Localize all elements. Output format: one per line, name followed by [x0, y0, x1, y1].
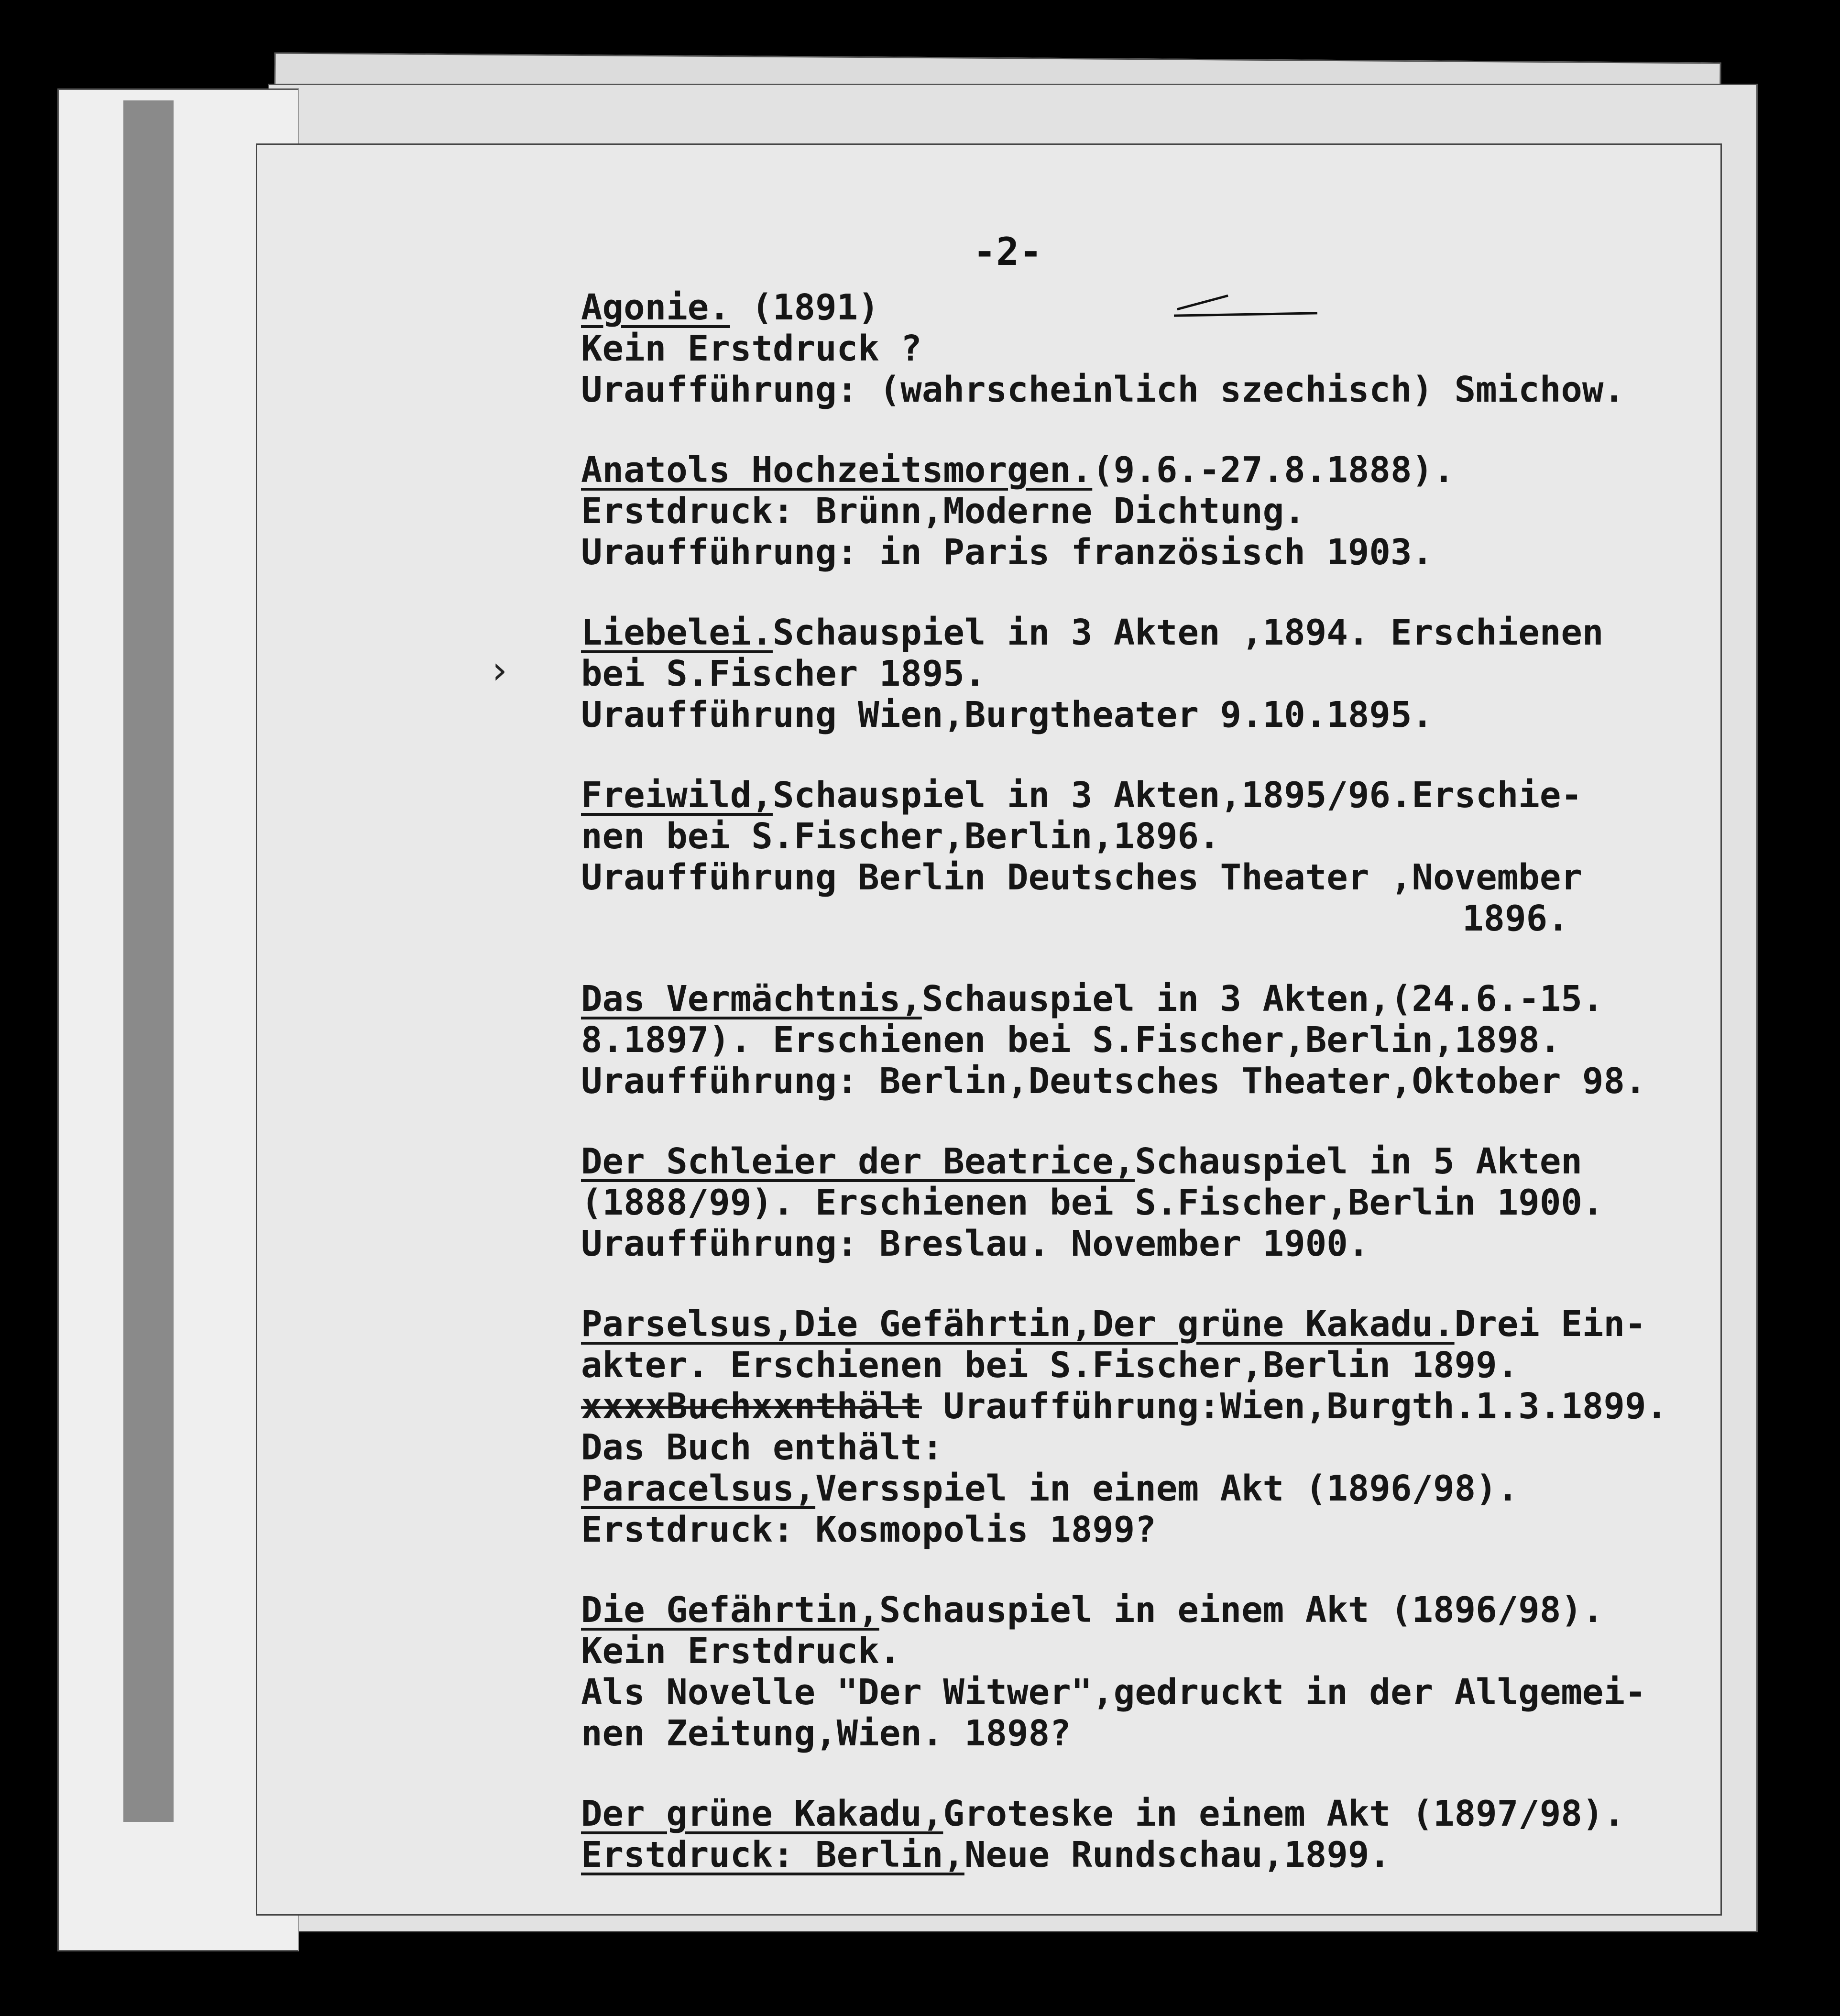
text-segment: Das Buch enthält: [581, 1427, 943, 1468]
text-segment: Schauspiel in einem Akt (1896/98). [879, 1589, 1604, 1631]
underlined-title: Anatols Hochzeitsmorgen. [581, 449, 1093, 491]
text-segment: Schauspiel in 3 Akten,1895/96.Erschie- [772, 775, 1582, 816]
text-line [581, 1834, 1738, 1875]
text-line [581, 1631, 1738, 1672]
text-segment: Uraufführung:Wien,Burgth.1.3.1899. [921, 1386, 1668, 1427]
text-segment: Uraufführung: (wahrscheinlich szechisch) Smichow. [581, 369, 1625, 410]
bibliography-entry [581, 612, 1738, 735]
underlined-title: Der grüne Kakadu, [581, 1793, 943, 1834]
text-line [581, 1345, 1738, 1386]
text-line [581, 369, 1738, 410]
text-segment: nen Zeitung,Wien. 1898? [581, 1713, 1071, 1754]
bibliography-entry [581, 1793, 1738, 1875]
underlined-title: Paracelsus, [581, 1468, 816, 1509]
text-line [581, 857, 1738, 898]
text-segment: (1891) [730, 287, 879, 328]
text-segment: Schauspiel in 3 Akten ,1894. Erschienen [772, 612, 1604, 653]
underlined-title: Freiwild, [581, 775, 773, 816]
underlined-title: Das Vermächtnis, [581, 978, 922, 1019]
text-line [581, 328, 1738, 369]
text-line [581, 1793, 1738, 1834]
text-line [581, 1182, 1738, 1223]
text-segment: Uraufführung Wien,Burgtheater 9.10.1895. [581, 694, 1434, 735]
text-segment: Neue Rundschau,1899. [964, 1834, 1391, 1875]
bibliography-entry [581, 449, 1738, 573]
text-line [581, 1672, 1738, 1713]
binder-strip [123, 100, 174, 1822]
text-line [581, 491, 1738, 532]
underlined-title: Erstdruck: Berlin, [581, 1834, 964, 1875]
struck-text: xxxxBuchxxnthält [581, 1386, 922, 1427]
text-segment: nen bei S.Fischer,Berlin,1896. [581, 816, 1220, 857]
underlined-title: Liebelei. [581, 612, 773, 653]
text-line [581, 1589, 1738, 1631]
text-line [581, 1427, 1738, 1468]
text-line [581, 1468, 1738, 1509]
page-number: -2- [973, 230, 1042, 274]
text-segment: Versspiel in einem Akt (1896/98). [815, 1468, 1519, 1509]
text-segment: Uraufführung Berlin Deutsches Theater ,November [581, 857, 1582, 898]
text-line [581, 1223, 1738, 1264]
text-segment: Schauspiel in 3 Akten,(24.6.-15. [921, 978, 1604, 1019]
text-segment: bei S.Fischer 1895. [581, 653, 986, 694]
text-segment: 1896. [1462, 898, 1569, 939]
text-line [581, 816, 1738, 857]
text-line [581, 898, 1738, 939]
text-segment: 8.1897). Erschienen bei S.Fischer,Berlin,1898. [581, 1019, 1561, 1061]
text-segment: Groteske in einem Akt (1897/98). [943, 1793, 1625, 1834]
underlined-title: Parselsus,Die Gefährtin,Der grüne Kakadu. [581, 1304, 1455, 1345]
text-segment: Kein Erstdruck ? [581, 328, 922, 369]
text-line [581, 1141, 1738, 1182]
underlined-title: Agonie. [581, 287, 730, 328]
text-line [581, 1061, 1738, 1102]
text-segment: Erstdruck: Brünn,Moderne Dichtung. [581, 491, 1305, 532]
text-line [581, 612, 1738, 653]
text-line [581, 449, 1738, 491]
bibliography-entry [581, 287, 1738, 410]
text-segment: Uraufführung: Berlin,Deutsches Theater,Oktober 98. [581, 1061, 1646, 1102]
text-segment: (9.6.-27.8.1888). [1092, 449, 1455, 491]
text-line [581, 653, 1738, 694]
text-line [581, 1304, 1738, 1345]
text-line [581, 694, 1738, 735]
bibliography-entry [581, 775, 1738, 939]
text-segment: akter. Erschienen bei S.Fischer,Berlin 1899. [581, 1345, 1519, 1386]
text-segment: (1888/99). Erschienen bei S.Fischer,Berlin 1900. [581, 1182, 1604, 1223]
text-line [581, 978, 1738, 1019]
bibliography-entry [581, 978, 1738, 1102]
text-segment: Uraufführung: in Paris französisch 1903. [581, 532, 1434, 573]
text-segment: Uraufführung: Breslau. November 1900. [581, 1223, 1369, 1264]
text-line [581, 532, 1738, 573]
text-line [581, 1713, 1738, 1754]
text-segment: Schauspiel in 5 Akten [1135, 1141, 1582, 1182]
bibliography-entry [581, 1589, 1738, 1754]
text-segment: Als Novelle "Der Witwer",gedruckt in der Allgemei- [581, 1672, 1646, 1713]
underlined-title: Die Gefährtin, [581, 1589, 879, 1631]
text-segment: Drei Ein- [1454, 1304, 1646, 1345]
underlined-title: Der Schleier der Beatrice, [581, 1141, 1135, 1182]
bibliography-entry [581, 1304, 1738, 1550]
text-line [581, 287, 1738, 328]
text-line [581, 1019, 1738, 1061]
text-segment: Kein Erstdruck. [581, 1631, 901, 1672]
text-line [581, 1386, 1738, 1427]
bibliography-text [581, 287, 1738, 1915]
margin-arrow-icon: › [488, 648, 511, 692]
text-line [581, 1509, 1738, 1550]
bibliography-entry [581, 1141, 1738, 1264]
text-line [581, 775, 1738, 816]
text-segment: Erstdruck: Kosmopolis 1899? [581, 1509, 1156, 1550]
